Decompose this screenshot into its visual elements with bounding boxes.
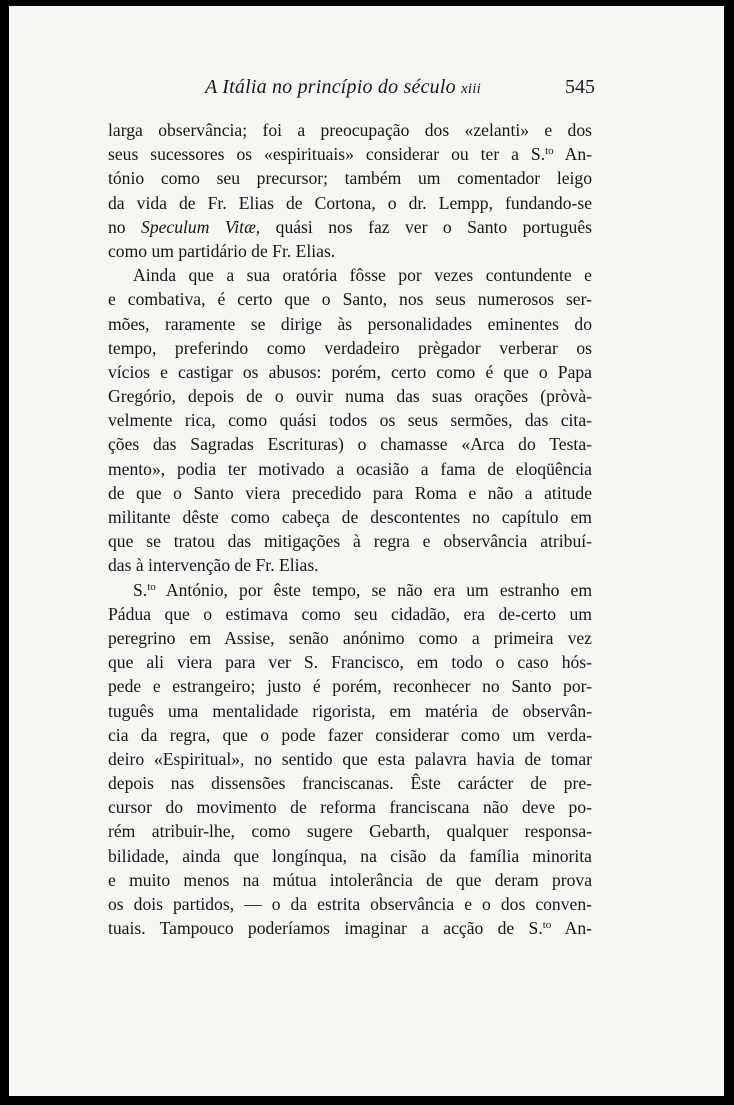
text-line: S.$^{to}$ António, por êste tempo, se não era um estranho em — [133, 579, 592, 600]
text-line: de que o Santo viera precedido para Roma e não a atitude — [108, 482, 592, 503]
text-line: deiro «Espiritual», no sentido que esta palavra havia de tomar — [108, 748, 592, 769]
text-line: Pádua que o estimava como seu cidadão, era de-certo um — [108, 603, 592, 624]
italic-title: Speculum Vitæ, — [141, 216, 261, 237]
running-title — [205, 76, 481, 99]
text-line: os dois partidos, — o da estrita observância e o dos conven- — [108, 894, 592, 914]
text-line: cursor do movimento de reforma franciscana não deve po- — [108, 797, 592, 818]
body-text — [108, 118, 592, 940]
text-line: no Speculum Vitæ, quási nos faz ver o Santo português — [108, 216, 592, 237]
text-line: tónio como seu precursor; também um comentador leigo — [108, 168, 592, 189]
book-page — [9, 6, 724, 1096]
text-line: Gregório, depois de o ouvir numa das suas orações (pròvà- — [108, 386, 592, 407]
text-line: pede e estrangeiro; justo é porém, reconhecer no Santo por- — [108, 676, 592, 697]
text-line: das à intervenção de Fr. Elias. — [108, 555, 319, 576]
page-header — [9, 76, 724, 106]
text-line: que ali viera para ver S. Francisco, em todo o caso hós- — [108, 652, 592, 673]
text-line: depois nas dissensões franciscanas. Êste carácter de pre- — [108, 773, 592, 794]
text-line: Ainda que a sua oratória fôsse por vezes contundente e — [133, 265, 592, 286]
text-line: como um partidário de Fr. Elias. — [108, 240, 336, 261]
text-line: mões, raramente se dirige às personalidades eminentes do — [108, 313, 592, 334]
text-line: e combativa, é certo que o Santo, nos seus numerosos ser- — [108, 289, 592, 310]
text-line: que se tratou das mitigações à regra e observância atribuí- — [108, 531, 592, 552]
text-line: tuais. Tampouco poderíamos imaginar a acção de S.$^{to}$ An- — [108, 918, 592, 939]
text-line: da vida de Fr. Elias de Cortona, o dr. Lempp, fundando-se — [108, 192, 592, 213]
text-line: ções das Sagradas Escrituras) o chamasse «Arca do Testa- — [108, 434, 592, 455]
text-line: velmente rica, como quási todos os seus sermões, das cita- — [108, 410, 592, 431]
text-line: bilidade, ainda que longínqua, na cisão da família minorita — [108, 845, 592, 866]
text-line: militante dêste como cabeça de descontentes no capítulo em — [108, 507, 592, 527]
text-line: peregrino em Assise, senão anónimo como a primeira vez — [108, 627, 592, 648]
text-line: seus sucessores os «espirituais» considerar ou ter a S.$^{to}$ An- — [108, 144, 592, 165]
text-line: tuguês uma mentalidade rigorista, em matéria de observân- — [108, 700, 592, 721]
text-line: larga observância; foi a preocupação dos «zelanti» e dos — [108, 120, 592, 140]
text-line: mento», podia ter motivado a ocasião a fama de eloqüência — [108, 458, 592, 479]
text-line: cia da regra, que o pode fazer considerar como um verda- — [108, 724, 592, 745]
running-title-century: xiii — [461, 81, 481, 97]
running-title-text: A Itália no princípio do século — [205, 76, 462, 98]
text-line: e muito menos na mútua intolerância de que deram prova — [108, 869, 592, 890]
text-line: vícios e castigar os abusos: porém, certo como é que o Papa — [108, 361, 592, 382]
text-line: rém atribuir-lhe, como sugere Gebarth, qualquer responsa- — [108, 821, 592, 842]
page-number: 545 — [565, 76, 595, 98]
text-line: tempo, preferindo como verdadeiro prègador verberar os — [108, 337, 592, 358]
